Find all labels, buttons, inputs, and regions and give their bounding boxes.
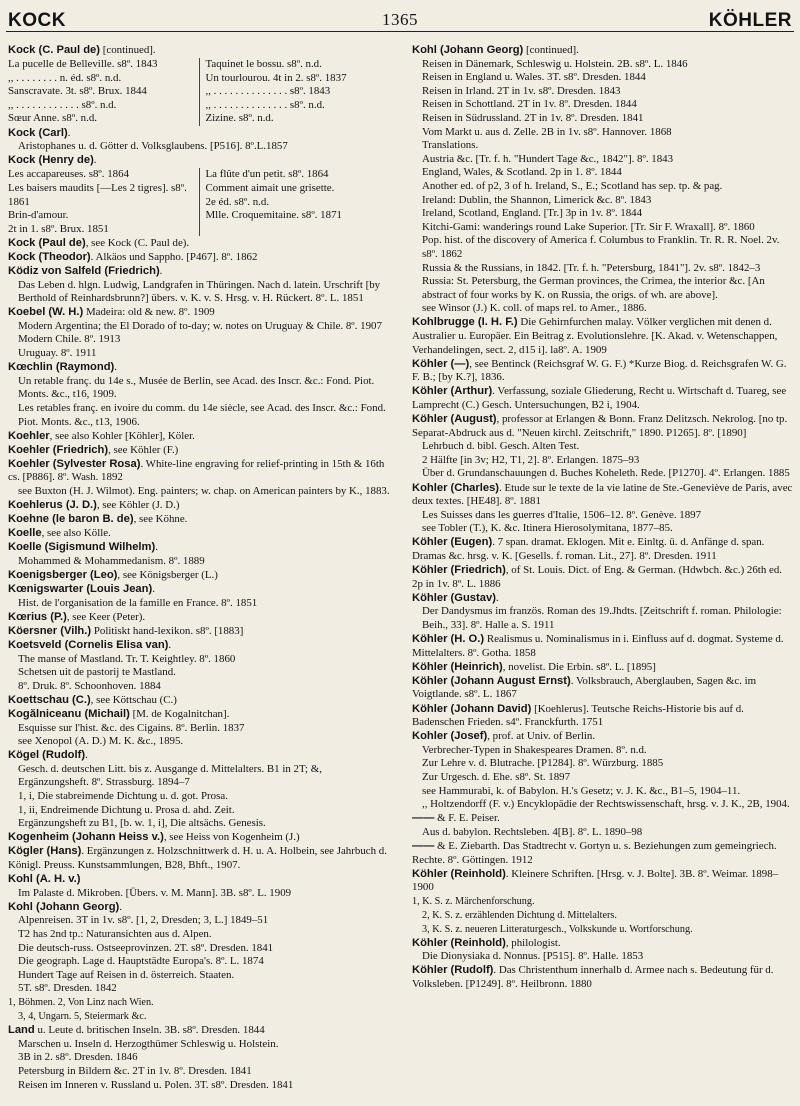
catalogue-entry bbox=[8, 996, 390, 1023]
list-item: Un tourlourou. 4t in 2. s8º. 1837 bbox=[205, 71, 347, 84]
catalogue-entry bbox=[8, 639, 390, 693]
contents-note: 1, Böhmen. 2, Von Linz nach Wien. bbox=[8, 997, 154, 1009]
header-left-word: KOCK bbox=[8, 10, 66, 31]
entry-line: Esquisse sur l'hist. &c. des Cigains. 8º. Berlin. 1837 bbox=[18, 721, 245, 734]
catalogue-entry bbox=[412, 868, 794, 895]
entry-headword: Kohlbrugge (I. H. F.) bbox=[412, 316, 518, 329]
entry-heading: Koehler, see also Kohler [Köhler], Köler. bbox=[8, 429, 195, 442]
entry-line: Die Dionysiaka d. Nonnus. [P515]. 8º. Halle. 1853 bbox=[422, 950, 644, 963]
entry-heading: Köhler (August), professor at Erlangen & Bonn. Franz Delitzsch. Nekrolog. [no tp. Separat-Abdruck aus d. "Neuen kirchl. Zeitschrift," 1890. P1265]. 8º. [1890] bbox=[412, 413, 788, 439]
entry-line: see Xenopol (A. D.) M. K. &c., 1895. bbox=[18, 735, 184, 748]
contents-note: 3, K. S. z. neueren Litteraturgesch., Volkskunde u. Wortforschung. bbox=[422, 923, 693, 935]
entry-line: Reisen in Südrussland. 2T in 1v. 8º. Dresden. 1841 bbox=[422, 111, 644, 124]
catalogue-entry bbox=[8, 444, 390, 458]
entry-line: Reisen in England u. Wales. 3T. s8º. Dresden. 1844 bbox=[422, 71, 646, 84]
entry-line: Vom Markt u. aus d. Zelle. 2B in 1v. s8º. Hannover. 1868 bbox=[422, 125, 672, 138]
entry-line: Modern Argentina; the El Dorado of to-day; w. notes on Uruguay & Chile. 8º. 1907 bbox=[18, 319, 382, 332]
entry-heading: Köhler (Johann August Ernst). Volksbrauch, Aberglauben, Sagen &c. im Voigtlande. s8º. L. 1867 bbox=[412, 674, 757, 701]
entry-headword: Kohler (Charles) bbox=[412, 481, 500, 494]
entry-heading: Koenigsberger (Leo), see Königsberger (L.) bbox=[8, 569, 218, 582]
entry-headword: Köhler (Reinhold) bbox=[412, 936, 506, 949]
entry-headword: Koelle bbox=[8, 527, 42, 540]
entry-heading: Kohl (Johann Georg) [continued]. bbox=[412, 44, 579, 56]
entry-line: Reisen in Schottland. 2T in 1v. 8º. Dresden. 1844 bbox=[422, 98, 637, 111]
entry-line: 5T. s8º. Dresden. 1842 bbox=[18, 982, 117, 995]
entry-line: Der Dandysmus im französ. Roman des 19.Jhdts. [Zeitschrift f. roman. Philologie: Beih., 33]. 8º. Halle a. S. 1911 bbox=[422, 605, 782, 631]
entry-headword: Kögler (Hans) bbox=[8, 845, 82, 858]
catalogue-entry bbox=[8, 58, 390, 126]
list-right bbox=[199, 58, 391, 126]
entry-headword: Köhler (Rudolf) bbox=[412, 964, 494, 977]
entry-line: Alpenreisen. 3T in 1v. s8º. [1, 2, Dresden; 3, L.] 1849–51 bbox=[18, 914, 269, 927]
entry-heading: Koettschau (C.), see Köttschau (C.) bbox=[8, 693, 177, 706]
entry-heading: Köhler (Rudolf). Das Christenthum innerhalb d. Armee nach s. Bedeutung für d. Volksleben. [P1249]. 8º. Heilbronn. 1880 bbox=[412, 964, 774, 990]
entry-line: ,, Holtzendorff (F. v.) Encyklopädie der Rechtswissenschaft, hrsg. v. J. K., 2B, 1904. bbox=[422, 798, 790, 811]
entry-line: Aus d. babylon. Rechtsleben. 4[B]. 8º. L. 1890–98 bbox=[422, 825, 643, 838]
entry-heading: Köhler (Heinrich), novelist. Die Erbin. s8º. L. [1895] bbox=[412, 660, 656, 673]
entry-line: 3B in 2. s8º. Dresden. 1846 bbox=[18, 1051, 138, 1064]
entry-headword: Koebel (W. H.) bbox=[8, 306, 84, 319]
entry-line: Another ed. of p2, 3 of h. Ireland, S., E.; Scotland has sep. tp. & pag. bbox=[422, 179, 723, 192]
entry-heading: Koehler (Sylvester Rosa). White-line engraving for relief-printing in 15th & 16th cs. [P886]. 8º. Wash. 1892 bbox=[8, 457, 385, 484]
entry-line: Russia & the Russians, in 1842. [Tr. f. h. "Petersburg, 1841"]. 2v. s8º. 1842–3 bbox=[422, 261, 761, 274]
entry-heading: Kœchlin (Raymond). bbox=[8, 361, 118, 374]
entry-heading: Kœrius (P.), see Keer (Peter). bbox=[8, 610, 146, 623]
entry-line: Hundert Tage auf Reisen in d. österreich. Staaten. bbox=[18, 968, 235, 981]
entry-headword: Koehne (le baron B. de) bbox=[8, 513, 134, 526]
catalogue-entry bbox=[8, 541, 390, 568]
entry-line: Gesch. d. deutschen Litt. bis z. Ausgange d. Mittelalters. B1 in 2T; &, Ergänzungsheft. 8º. Strassburg. 1894–7 bbox=[18, 762, 322, 789]
entry-heading: Köhler (Friedrich), of St. Louis. Dict. of Eng. & German. (Hdwbch. &c.) 26th ed. 2p in 1v. 8º. L. 1886 bbox=[412, 564, 783, 590]
entry-headword: Koetsveld (Cornelis Elisa van) bbox=[8, 639, 169, 652]
entry-headword: —— bbox=[412, 839, 435, 852]
entry-heading: Köhler (Reinhold). Kleinere Schriften. [Hrsg. v. J. Bolte]. 3B. 8º. Weimar. 1898–1900 bbox=[412, 867, 779, 894]
entry-line: Russia: St. Petersburg, the German provinces, the Crimea, the interior &c. [An abstract of four works by K. on Russia, the origs. of wh. are above]. bbox=[422, 275, 765, 301]
catalogue-entry bbox=[8, 458, 390, 499]
list-left bbox=[8, 168, 193, 236]
catalogue-entry bbox=[412, 895, 794, 936]
entry-heading: Köhler (H. O.) Realismus u. Nominalismus in i. Einfluss auf d. dogmat. Systeme d. Mittelalters. 8º. Gotha. 1858 bbox=[412, 633, 784, 659]
entry-headword: Kock (Carl) bbox=[8, 126, 68, 139]
entry-line: Translations. bbox=[422, 139, 479, 152]
catalogue-entry bbox=[412, 482, 794, 536]
entry-heading: Köhler (Johann David) [Koehlerus]. Teutsche Reichs-Historie bis auf d. Badenschen Frieden. s4º. Franckfurth. 1751 bbox=[412, 702, 744, 729]
entry-line: 1, i, Die stabreimende Dichtung u. d. got. Prosa. bbox=[18, 790, 228, 803]
entry-headword: Köhler (Eugen) bbox=[412, 536, 493, 549]
header-right-word: KÖHLER bbox=[708, 10, 792, 31]
catalogue-entry bbox=[412, 316, 794, 357]
catalogue-entry bbox=[412, 358, 794, 385]
entry-line: see Buxton (H. J. Wilmot). Eng. painters; w. chap. on American painters by K., 1883. bbox=[18, 485, 390, 497]
list-item: La pucelle de Belleville. s8º. 1843 bbox=[8, 58, 158, 71]
entry-line: Petersburg in Bildern &c. 2T in 1v. 8º. Dresden. 1841 bbox=[18, 1064, 252, 1077]
entry-headword: Köhler (August) bbox=[412, 413, 497, 426]
list-item: Brin-d'amour. bbox=[8, 209, 69, 222]
entry-headword: Köersner (Vilh.) bbox=[8, 624, 92, 637]
entry-headword: Koelle (Sigismund Wilhelm) bbox=[8, 541, 156, 554]
catalogue-entry bbox=[412, 730, 794, 812]
entry-heading: Kock (Carl). bbox=[8, 126, 71, 139]
two-column-list bbox=[8, 168, 390, 236]
catalogue-entry bbox=[412, 661, 794, 675]
catalogue-entry bbox=[8, 901, 390, 996]
entry-line: Ireland, Scotland, England. [Tr.] 3p in 1v. 8º. 1844 bbox=[422, 207, 643, 220]
entry-line: Pop. hist. of the discovery of America f. Columbus to Franklin. Tr. R. R. Noel. 2v. s8º. 1862 bbox=[422, 234, 780, 260]
entry-headword: Köhler (Johann David) bbox=[412, 702, 532, 715]
catalogue-entry bbox=[412, 536, 794, 563]
entry-heading: Kock (Paul de), see Kock (C. Paul de). bbox=[8, 236, 190, 249]
entry-headword: Koehler (Friedrich) bbox=[8, 443, 109, 456]
entry-line: Reisen in Irland. 2T in 1v. s8º. Dresden. 1843 bbox=[422, 84, 621, 97]
entry-line: Mohammed & Mohammedanism. 8º. 1889 bbox=[18, 554, 205, 567]
entry-headword: Kogălniceanu (Michail) bbox=[8, 708, 130, 720]
catalogue-entry bbox=[412, 413, 794, 481]
entry-line: Im Palaste d. Mikroben. [Übers. v. M. Mann]. 3B. s8º. L. 1909 bbox=[18, 886, 292, 899]
entry-heading: —— & F. E. Peiser. bbox=[412, 812, 500, 825]
catalogue-entry bbox=[8, 499, 390, 513]
page-number: 1365 bbox=[382, 10, 418, 29]
contents-note: 3, 4, Ungarn. 5, Steiermark &c. bbox=[18, 1011, 147, 1023]
entry-heading: Köhler (Eugen). 7 span. dramat. Eklogen. Mit e. Einltg. ü. d. Anfänge d. span. Dramas &c. hrsg. v. K. [Gesells. f. roman. Lit., 27]. 8º. Dresden. 1911 bbox=[412, 536, 765, 562]
list-item: Comment aimait une grisette. bbox=[205, 181, 335, 194]
entry-heading: Köersner (Vilh.) Politiskt hand-lexikon. s8º. [1883] bbox=[8, 624, 244, 637]
list-item: Les baisers maudits [—Les 2 tigres]. s8º. 1861 bbox=[8, 181, 187, 208]
entry-heading: Kohler (Charles). Etude sur le texte de la vie latine de Ste.-Geneviève de Paris, avec deux textes. [HE48]. 8º. 1881 bbox=[412, 481, 793, 508]
entry-heading: Koelle, see also Kölle. bbox=[8, 527, 111, 540]
entry-headword: Koenigsberger (Leo) bbox=[8, 569, 118, 582]
catalogue-entry bbox=[8, 583, 390, 610]
entry-heading: Koebel (W. H.) Madeira: old & new. 8º. 1909 bbox=[8, 306, 215, 319]
entry-line: The manse of Mastland. Tr. T. Keightley. 8º. 1860 bbox=[18, 652, 236, 665]
entry-line: Verbrecher-Typen in Shakespeares Dramen. 8º. n.d. bbox=[422, 743, 647, 756]
entry-heading: Land u. Leute d. britischen Inseln. 3B. s8º. Dresden. 1844 bbox=[8, 1024, 265, 1037]
entry-line: Ergänzungsheft zu B1, [b. w. 1, i], Die altsächs. Genesis. bbox=[18, 817, 266, 830]
catalogue-entry bbox=[8, 749, 390, 831]
catalogue-entry bbox=[412, 840, 794, 867]
entry-headword: Kock (C. Paul de) bbox=[8, 44, 101, 56]
catalogue-entry bbox=[412, 937, 794, 964]
catalogue-entry bbox=[412, 592, 794, 633]
catalogue-entry bbox=[8, 513, 390, 527]
list-item: Sœur Anne. s8º. n.d. bbox=[8, 112, 97, 125]
entry-line: T2 has 2nd tp.: Naturansichten aus d. Alpen. bbox=[18, 928, 212, 940]
entry-headword: Kœrius (P.) bbox=[8, 610, 67, 623]
entry-headword: Kohl (A. H. v.) bbox=[8, 873, 81, 886]
entry-headword: Kohl (Johann Georg) bbox=[8, 900, 120, 913]
entry-headword: Köhler (—) bbox=[412, 357, 470, 370]
entry-line: Lehrbuch d. bibl. Gesch. Alten Test. bbox=[422, 440, 580, 453]
entry-heading: Kohlbrugge (I. H. F.) Die Gehirnfurchen malay. Völker verglichen mit denen d. Australier u. Europäer. Ein Beitrag z. Evolutionslehre. [K. Akad. v. Wetenschappen, Verhandelingen, sect. 2, d15 i]. la8º. A. 1909 bbox=[412, 316, 778, 356]
entry-heading: Koehler (Friedrich), see Köhler (F.) bbox=[8, 443, 179, 456]
list-item: ,, . . . . . . . . n. éd. s8º. n.d. bbox=[8, 71, 122, 84]
catalogue-entry bbox=[8, 306, 390, 360]
catalogue-entry bbox=[8, 611, 390, 625]
entry-heading: Kögel (Rudolf). bbox=[8, 749, 88, 762]
catalogue-entry bbox=[412, 703, 794, 730]
list-left bbox=[8, 58, 193, 126]
entry-headword: Köhler (Friedrich) bbox=[412, 564, 506, 577]
entry-line: 1, ii, Endreimende Dichtung u. Prosa d. ahd. Zeit. bbox=[18, 803, 235, 816]
entry-line: Das Leben d. hlgn. Ludwig, Landgrafen in Thüringen. Nach d. latein. Urschrift [by Berthold of Reinhardsbrunn?] übers. v. K. v. S. Hrsg. v. H. Rückert. 8º. L. 1851 bbox=[18, 278, 381, 305]
catalogue-entry bbox=[8, 251, 390, 265]
catalogue-entry bbox=[8, 694, 390, 708]
contents-note: 2, K. S. z. erzählenden Dichtung d. Mittelalters. bbox=[422, 909, 617, 921]
entry-headword: Land bbox=[8, 1024, 35, 1037]
entry-headword: Kohl (Johann Georg) bbox=[412, 44, 524, 56]
entry-headword: Koehlerus (J. D.) bbox=[8, 499, 97, 512]
catalogue-entry bbox=[412, 564, 794, 591]
entry-heading: Kogenheim (Johann Heiss v.), see Heiss von Kogenheim (J.) bbox=[8, 831, 300, 844]
entry-headword: Köhler (Gustav) bbox=[412, 591, 496, 604]
list-item: ,, . . . . . . . . . . . . . . s8º. 1843 bbox=[205, 85, 331, 98]
entry-headword: Kögel (Rudolf) bbox=[8, 749, 86, 762]
entry-line: Hist. de l'organisation de la famille en France. 8º. 1851 bbox=[18, 596, 258, 609]
list-item: Les accapareuses. s8º. 1864 bbox=[8, 168, 130, 181]
entry-headword: Ködiz von Salfeld (Friedrich) bbox=[8, 265, 160, 277]
entry-headword: Kogenheim (Johann Heiss v.) bbox=[8, 831, 164, 844]
catalogue-entry bbox=[8, 625, 390, 639]
list-item: 2e éd. s8º. n.d. bbox=[205, 195, 270, 208]
entry-line: Zur Lehre v. d. Blutrache. [P1284]. 8º. Würzburg. 1885 bbox=[422, 757, 664, 770]
entry-heading: Kogălniceanu (Michail) [M. de Kogalnitchan]. bbox=[8, 708, 230, 720]
entry-line: see Hammurabi, k. of Babylon. H.'s Gesetz; v. J. K. &c., B1–5, 1904–11. bbox=[422, 784, 741, 797]
entry-heading: Kock (Henry de). bbox=[8, 154, 97, 167]
entry-headword: Köhler (Johann August Ernst) bbox=[412, 674, 571, 687]
entry-headword: Koettschau (C.) bbox=[8, 693, 91, 706]
two-column-list bbox=[8, 58, 390, 126]
entry-heading: Köhler (Arthur). Verfassung, soziale Gliederung, Recht u. Wirtschaft d. Tuareg, see Lamprecht (C.) Gesch. Untersuchungen, B2 i, 1904. bbox=[412, 385, 787, 411]
list-item: La flûte d'un petit. s8º. 1864 bbox=[205, 168, 329, 181]
catalogue-entry bbox=[8, 154, 390, 168]
entry-headword: Kohler (Josef) bbox=[412, 730, 488, 743]
entry-line: Die geograph. Lage d. Hauptstädte Europa's. 8º. L. 1874 bbox=[18, 955, 264, 968]
entry-line: England, Wales, & Scotland. 2p in 1. 8º. 1844 bbox=[422, 166, 622, 179]
entry-heading: Koehlerus (J. D.), see Köhler (J. D.) bbox=[8, 499, 180, 512]
entry-headword: Koehler (Sylvester Rosa) bbox=[8, 457, 141, 470]
entry-line: Les retables franç. en ivoire du comm. du 14e siècle, see Acad. des Inscr. &c.: Fond. Piot. Monts. &c., t13, 1906. bbox=[18, 401, 386, 428]
running-header bbox=[0, 6, 800, 40]
catalogue-entry bbox=[8, 1024, 390, 1092]
catalogue-entry bbox=[412, 385, 794, 412]
entry-line: see Tobler (T.), K. &c. Itinera Hierosolymitana, 1877–85. bbox=[422, 522, 673, 535]
catalogue-entry bbox=[412, 964, 794, 991]
entry-headword: Koehler bbox=[8, 429, 50, 442]
entry-heading: Köhler (—), see Bentinck (Reichsgraf W. G. F.) *Kurze Biog. d. Reichsgrafen W. G. F. B.; [by K.?], 1836. bbox=[412, 357, 787, 384]
entry-line: Un retable franç. du 14e s., Musée de Berlin, see Acad. des Inscr. &c.: Fond. Piot. Monts. &c., t16, 1909. bbox=[18, 374, 375, 401]
entry-heading: Koehne (le baron B. de), see Köhne. bbox=[8, 513, 188, 526]
catalogue-entry bbox=[8, 361, 390, 429]
catalogue-entry bbox=[8, 127, 390, 154]
list-item: Sanscravate. 3t. s8º. Brux. 1844 bbox=[8, 85, 147, 98]
contents-note: 1, K. S. z. Märchenforschung. bbox=[412, 896, 535, 908]
entry-line: Schetsen uit de pastorij te Mastland. bbox=[18, 666, 176, 679]
entry-line: Modern Chile. 8º. 1913 bbox=[18, 333, 121, 346]
entry-heading bbox=[8, 873, 390, 887]
entry-line: Zur Urgesch. d. Ehe. s8º. St. 1897 bbox=[422, 770, 571, 783]
entry-line: Kitchi-Gami: wanderings round Lake Superior. [Tr. Sir F. Wraxall]. 8º. 1860 bbox=[422, 220, 755, 233]
entry-headword: Kock (Theodor) bbox=[8, 250, 91, 263]
entry-heading: Kock (C. Paul de) [continued]. bbox=[8, 44, 156, 56]
list-item: Taquinet le bossu. s8º. n.d. bbox=[205, 58, 322, 71]
catalogue-entry bbox=[412, 675, 794, 702]
list-item: ,, . . . . . . . . . . . . . . s8º. n.d. bbox=[205, 98, 325, 111]
entry-line: 8º. Druk. 8º. Schoonhoven. 1884 bbox=[18, 679, 161, 692]
entry-heading: Koetsveld (Cornelis Elisa van). bbox=[8, 639, 172, 652]
left-column bbox=[8, 44, 390, 1093]
entry-heading: Kock (Theodor). Alkäos und Sappho. [P467]. 8º. 1862 bbox=[8, 250, 258, 263]
entry-headword: Kock (Henry de) bbox=[8, 154, 94, 167]
entry-heading: Kögler (Hans). Ergänzungen z. Holzschnittwerk d. H. u. A. Holbein, see Jahrbuch d. Königl. Preuss. Kunstsammlungen, B28, Bhft., 1907. bbox=[8, 845, 387, 872]
entry-line: Marschen u. Inseln d. Herzogthümer Schleswig u. Holstein. bbox=[18, 1037, 279, 1050]
entry-headword: Köhler (H. O.) bbox=[412, 633, 485, 646]
entry-headword: Kœnigswarter (Louis Jean) bbox=[8, 583, 153, 596]
entry-heading: Köhler (Gustav). bbox=[412, 591, 499, 604]
catalogue-entry bbox=[8, 430, 390, 444]
catalogue-entry bbox=[8, 845, 390, 872]
entry-heading: Kohler (Josef), prof. at Univ. of Berlin. bbox=[412, 730, 596, 743]
entry-headword: Köhler (Heinrich) bbox=[412, 660, 503, 673]
entry-headword: Köhler (Reinhold) bbox=[412, 867, 506, 880]
right-column bbox=[412, 44, 794, 992]
catalogue-entry bbox=[412, 44, 794, 316]
catalogue-entry bbox=[8, 237, 390, 251]
catalogue-entry bbox=[412, 812, 794, 839]
entry-headword: Kock (Paul de) bbox=[8, 236, 86, 249]
entry-line: Austria &c. [Tr. f. h. "Hundert Tage &c., 1842"]. 8º. 1843 bbox=[422, 152, 674, 165]
entry-line: Uruguay. 8º. 1911 bbox=[18, 347, 97, 360]
entry-line: Les Suisses dans les guerres d'Italie, 1506–12. 8º. Genève. 1897 bbox=[422, 508, 702, 521]
entry-headword: Köhler (Arthur) bbox=[412, 385, 493, 398]
entry-heading: Köhler (Reinhold), philologist. bbox=[412, 936, 561, 949]
list-item: ,, . . . . . . . . . . . . s8º. n.d. bbox=[8, 98, 117, 111]
entry-line: Über d. Grundanschauungen d. Buches Koheleth. Rede. [P1270]. 4º. Erlangen. 1885 bbox=[422, 467, 790, 480]
catalogue-entry bbox=[412, 633, 794, 660]
catalogue-entry bbox=[8, 873, 390, 900]
catalogue-entry bbox=[8, 569, 390, 583]
header-rule bbox=[6, 31, 794, 32]
catalogue-entry bbox=[8, 265, 390, 306]
entry-line: Reisen im Inneren v. Russland u. Polen. 3T. s8º. Dresden. 1841 bbox=[18, 1078, 294, 1091]
entry-heading: Kohl (Johann Georg). bbox=[8, 900, 122, 913]
entry-line: Ireland: Dublin, the Shannon, Limerick &c. 8º. 1843 bbox=[422, 193, 652, 206]
list-item: Mlle. Croquemitaine. s8º. 1871 bbox=[205, 209, 342, 222]
catalogue-entry bbox=[8, 44, 390, 58]
entry-line: Aristophanes u. d. Götter d. Volksglaubens. [P516]. 8º.L.1857 bbox=[18, 140, 288, 153]
entry-headword: —— bbox=[412, 812, 435, 825]
catalogue-entry bbox=[8, 168, 390, 236]
list-right bbox=[199, 168, 391, 236]
entry-heading: Koelle (Sigismund Wilhelm). bbox=[8, 541, 158, 554]
entry-line: see Winsor (J.) K. coll. of maps rel. to Amer., 1886. bbox=[422, 302, 647, 315]
entry-heading: Ködiz von Salfeld (Friedrich). bbox=[8, 265, 163, 277]
list-item: 2t in 1. s8º. Brux. 1851 bbox=[8, 222, 109, 235]
entry-heading: Kœnigswarter (Louis Jean). bbox=[8, 583, 155, 596]
list-item: Zizine. s8º. n.d. bbox=[205, 112, 274, 125]
entry-line: 2 Hälfte [in 3v; H2, T1, 2]. 8º. Erlangen. 1875–93 bbox=[422, 453, 640, 466]
catalogue-entry bbox=[8, 708, 390, 749]
catalogue-entry bbox=[8, 831, 390, 845]
catalogue-entry bbox=[8, 527, 390, 541]
entry-heading: —— & E. Ziebarth. Das Stadtrecht v. Gortyn u. s. Beziehungen zum gemeingriech. Rechte. 8º. Göttingen. 1912 bbox=[412, 839, 777, 866]
entry-headword: Kœchlin (Raymond) bbox=[8, 361, 115, 374]
entry-line: Die deutsch-russ. Ostseeprovinzen. 2T. s8º. Dresden. 1841 bbox=[18, 941, 274, 954]
entry-line: Reisen in Dänemark, Schleswig u. Holstein. 2B. s8º. L. 1846 bbox=[422, 57, 688, 70]
